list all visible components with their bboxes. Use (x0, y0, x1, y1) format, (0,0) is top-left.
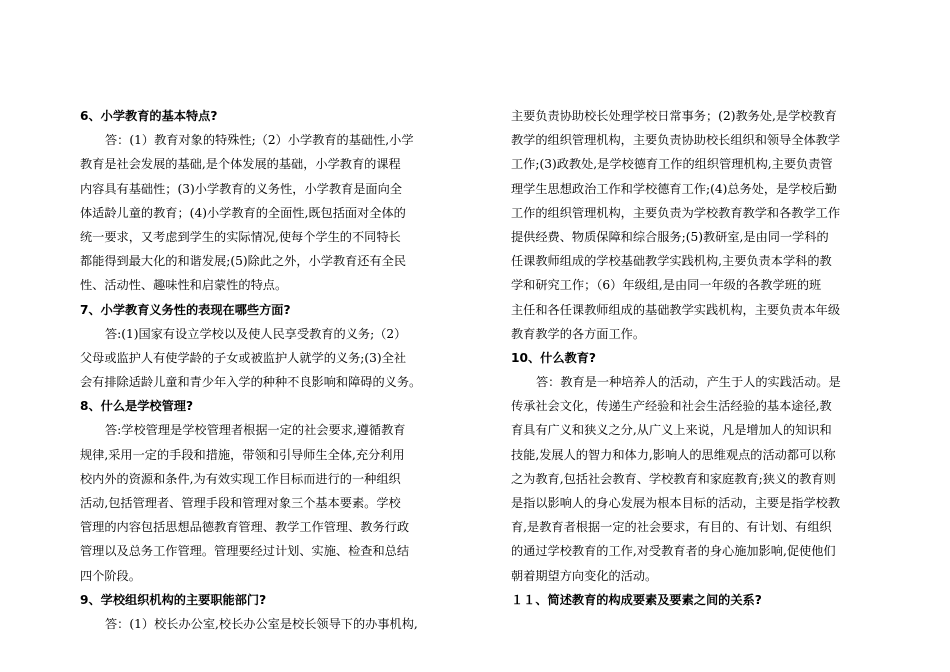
text-line: 规律,采用一定的手段和措施，带领和引导师生全体,充分利用 (80, 447, 405, 462)
question-heading: 10、什么教育? (511, 350, 596, 365)
text-line: 工作的组织管理机构，主要负责为学校教育教学和各教学工作 (511, 205, 841, 220)
text-line: 活动,包括管理者、管理手段和管理对象三个基本要素。学校 (80, 496, 401, 510)
text-line: 育,是教育者根据一定的社会要求，有目的、有计划、有组织 (511, 520, 832, 535)
text-line: 都能得到最大化的和谐发展;(5)除此之外，小学教育还有全民 (80, 254, 407, 269)
question-heading: 7、小学教育义务性的表现在哪些方面? (80, 302, 291, 317)
text-line: 工作;(3)政教处,是学校德育工作的组织管理机构,主要负责管 (511, 157, 833, 172)
question-heading: 9、学校组织机构的主要职能部门? (80, 592, 267, 607)
text-line: 教学的组织管理机构，主要负责协助校长组织和领导全体教学 (511, 133, 841, 148)
text-line: 教育教学的各方面工作。 (511, 326, 646, 341)
text-line: 育具有广义和狭义之分,从广义上来说，凡是增加人的知识和 (511, 423, 832, 438)
text-line: 朝着期望方向变化的活动。 (511, 568, 658, 583)
text-line: 答：(1）教育对象的特殊性;（2）小学教育的基础性,小学 (105, 133, 414, 148)
text-line: 体适龄儿童的教育；(4)小学教育的全面性,既包括面对全体的 (80, 205, 406, 220)
text-line: 答:学校管理是学校管理者根据一定的社会要求,遵循教育 (105, 423, 406, 438)
text-line: 任课教师组成的学校基础教学实践机构,主要负责本学科的教 (511, 254, 832, 269)
text-line: 技能,发展人的智力和体力,影响人的思维观点的活动都可以称 (511, 447, 836, 462)
text-line: 管理的内容包括思想品德教育管理、教学工作管理、教务行政 (80, 520, 410, 535)
text-line: 传承社会文化，传递生产经验和社会生活经验的基本途径,教 (511, 399, 832, 414)
text-line: 会有排除适龄儿童和青少年入学的种种不良影响和障碍的义务。 (80, 375, 422, 390)
text-line: 答:(1)国家有设立学校以及使人民享受教育的义务;（2） (105, 326, 407, 341)
text-line: 的通过学校教育的工作,对受教育者的身心施加影响,促使他们 (511, 544, 836, 559)
left-column (80, 104, 452, 636)
text-line: 答：(1）校长办公室,校长办公室是校长领导下的办事机构, (105, 616, 418, 631)
text-line: 主要负责协助校长处理学校日常事务；(2)教务处,是学校教育 (511, 109, 837, 123)
text-line: 学和研究工作；（6）年级组,是由同一年级的各教学班的班 (511, 278, 822, 293)
text-line: 内容具有基础性；(3)小学教育的义务性，小学教育是面向全 (80, 181, 402, 196)
text-line: 答：教育是一种培养人的活动，产生于人的实践活动。是 (536, 375, 841, 390)
text-line: 提供经费、物质保障和综合服务;(5)教研室,是由同一学科的 (511, 229, 829, 244)
text-line: 四个阶段。 (80, 568, 141, 583)
text-line: 校内外的资源和条件,为有效实现工作目标而进行的一种组织 (80, 471, 401, 486)
text-line: 管理以及总务工作管理。管理要经过计划、实施、检查和总结 (80, 544, 410, 559)
right-column (511, 104, 887, 612)
text-line: 是指以影响人的身心发展为根本目标的活动，主要是指学校教 (511, 496, 841, 510)
question-heading: 8、什么是学校管理? (80, 399, 194, 414)
question-heading: 6、小学教育的基本特点? (80, 109, 218, 123)
question-heading: １１、简述教育的构成要素及要素之间的关系? (511, 592, 762, 607)
text-line: 统一要求，又考虑到学生的实际情况,使每个学生的不同特长 (80, 229, 401, 244)
text-line: 之为教育,包括社会教育、学校教育和家庭教育;狭义的教育则 (511, 471, 836, 486)
text-line: 教育是社会发展的基础,是个体发展的基础，小学教育的课程 (80, 157, 401, 172)
text-line: 性、活动性、趣味性和启蒙性的特点。 (80, 278, 288, 293)
text-line: 理学生思想政治工作和学校德育工作;(4)总务处，是学校后勤 (511, 181, 838, 196)
text-line: 主任和各任课教师组成的基础教学实践机构，主要负责本年级 (511, 302, 841, 317)
text-line: 父母或监护人有使学龄的子女或被监护人就学的义务;(3)全社 (80, 350, 407, 365)
